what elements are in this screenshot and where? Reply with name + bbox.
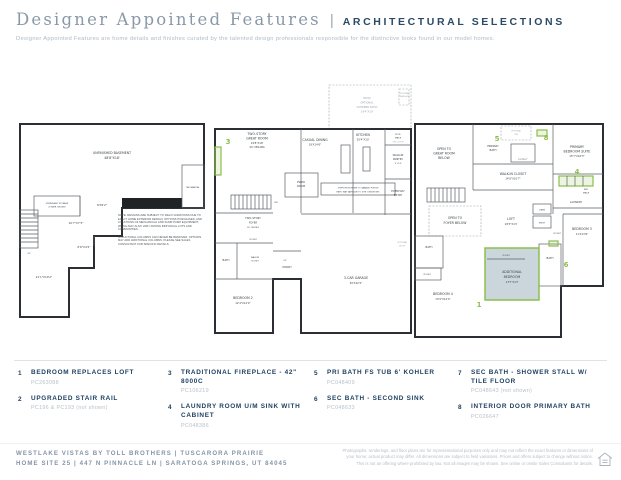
closet-label-left: CLOSET <box>423 274 431 276</box>
room-label-bath: BATH <box>222 259 230 262</box>
feature-code: PC263088 <box>31 379 59 386</box>
feature-number: 7 <box>458 370 462 377</box>
room-label-additional-bedroom-2: BEDROOM <box>503 275 521 279</box>
feature-title: SEC BATH - SHOWER STALL W/ TILE FLOOR <box>471 369 588 385</box>
room-label-pantry-2: PANTRY <box>393 158 403 161</box>
feature-title: TRADITIONAL FIREPLACE - 42" 8000C <box>181 369 297 385</box>
upper-floor-plan <box>413 118 609 340</box>
marker-1: 1 <box>476 301 482 309</box>
fireplace-highlight <box>215 147 221 175</box>
marker-4: 4 <box>574 168 580 176</box>
feature-number: 1 <box>18 370 22 377</box>
sec-bath-door-highlight <box>549 241 558 246</box>
optional-door-label-2: DOOR <box>398 245 406 248</box>
room-label-bedroom3: BEDROOM 3 <box>572 227 592 231</box>
feature-code: PC196 & PC193 (not shown) <box>31 405 108 412</box>
room-label-foyer: TWO-STORY <box>245 217 261 220</box>
opt-door-label: OPT. DOOR <box>392 141 404 144</box>
feature-number: 3 <box>168 370 172 377</box>
footer-disclaimer <box>311 448 593 467</box>
room-label-laundry: LAUNDRY <box>569 201 583 204</box>
feature-item-8 <box>458 403 604 420</box>
room-ceiling-foyer: 20' CEILING <box>247 227 259 229</box>
features-column-3 <box>314 369 460 411</box>
room-label-bath-left: BATH <box>425 246 433 249</box>
marker-3: 3 <box>225 138 231 146</box>
additional-bedroom-highlight <box>485 248 539 300</box>
marker-8: 8 <box>543 134 549 142</box>
feature-number: 8 <box>458 404 462 412</box>
room-dim-kitchen: 20'4"X10' <box>356 138 370 142</box>
feature-title: UPGRADED STAIR RAIL <box>31 394 119 402</box>
dim-label: 8'X9'2" <box>96 203 108 207</box>
feature-item-1 <box>18 369 164 386</box>
marker-6: 6 <box>563 261 569 269</box>
open-foyer-label: OPEN TO <box>447 216 463 220</box>
steps-note-2: PATIO MAY VARY DUE TO SITE CONDITIONS <box>336 191 380 194</box>
patio-label-2: OPTIONAL <box>360 101 374 105</box>
dim-label: 10'7"X7'3" <box>68 221 84 225</box>
room-dim-walk-in-closet: 14'8"X10'7" <box>505 177 521 181</box>
basement-notes <box>118 214 204 250</box>
main-floor-walls <box>213 83 413 338</box>
optional-fireplace-label: OPTIONAL <box>398 93 410 95</box>
room-label-sec-bath: BATH <box>546 257 554 260</box>
feature-number: 6 <box>314 395 318 403</box>
room-label-primary-suite: PRIMARY <box>570 145 584 149</box>
room-label-storage: UNFINISHED STORAGE <box>45 203 69 205</box>
feature-number: 2 <box>18 395 22 403</box>
feature-number: 5 <box>314 370 318 377</box>
foundation-wall <box>122 198 182 208</box>
room-label-garage: 3-CAR GARAGE <box>343 276 369 280</box>
feature-item-6 <box>314 395 460 412</box>
main-floor-plan <box>213 83 413 338</box>
room-dim-bedroom4: 13'9"X12'4" <box>435 298 451 301</box>
optional-tub-label-2: TUB <box>513 134 519 136</box>
patio-label-3: COVERED PATIO <box>356 106 378 109</box>
optional-tub-label: OPTIONAL <box>510 130 522 133</box>
disclaimer-line3: This is not an offering where prohibited by law. Not all images may be shown. See online or onsite Sales Consultants for details. <box>356 460 593 466</box>
features-column-4 <box>458 369 604 420</box>
footer-community-info <box>16 449 288 469</box>
stairs-up-label: UP <box>27 253 31 255</box>
room-ceiling-great-room: 20' CEILING <box>249 146 265 149</box>
footer-address-line2: HOME SITE 25 | 447 N PINNACLE LN | SARATOGA SPRINGS, UT 84045 <box>16 460 288 468</box>
feature-code: PC048643 (not shown) <box>471 388 533 395</box>
room-label-loft: LOFT <box>507 217 515 221</box>
title-separator: | <box>329 12 334 29</box>
room-dim-great-room: 19'8"X18' <box>250 142 264 145</box>
room-label-kitchen: KITCHEN <box>356 133 370 137</box>
wd-space-label: W/D <box>583 189 589 191</box>
room-label-basement: UNFINISHED BASEMENT <box>92 151 132 155</box>
room-dim-primary-suite: 15'7"X16'3" <box>569 155 585 158</box>
patio-dim: 19'4"X10' <box>360 110 374 114</box>
wd-space-label-2: SPACE <box>582 192 590 195</box>
page-subtitle-caps: ARCHITECTURAL SELECTIONS <box>342 16 565 28</box>
features-divider-line <box>14 360 607 361</box>
shower-dim: 5'3"X5'2" <box>518 159 528 161</box>
open-foyer-label-2: FOYER BELOW <box>443 221 467 225</box>
room-label-pwdr-2: ROOM <box>296 185 306 188</box>
marker-5: 5 <box>494 135 500 143</box>
room-label-wic-2: CLOSET <box>251 260 259 263</box>
footer-divider-line <box>0 443 621 444</box>
room-dim-additional-bedroom: 13'7"X13' <box>505 281 519 284</box>
porch-up-label: UP <box>283 260 287 262</box>
feature-number: 4 <box>168 404 172 412</box>
feature-item-3 <box>168 369 314 394</box>
closet-label-additional: CLOSET <box>502 255 510 257</box>
dim-label: 6'6"X4'2" <box>77 245 91 249</box>
feature-code: PC106219 <box>181 388 209 395</box>
room-dim-basement: 48'8"X18' <box>104 156 120 160</box>
laundry-cabinet-highlight <box>559 176 593 186</box>
features-column-1 <box>18 369 164 411</box>
room-label-mechanical: MECHANICAL <box>186 187 200 189</box>
feature-item-7 <box>458 369 604 394</box>
header <box>16 10 565 29</box>
room-dim-loft: 18'3"X13' <box>504 223 518 226</box>
feature-code: PC026647 <box>471 413 499 420</box>
room-label-stor-space-2: SPACE <box>394 137 402 140</box>
room-label-pwdr: PWDR <box>297 181 305 184</box>
room-label-bedroom4: BEDROOM 4 <box>433 292 453 296</box>
optional-door-label: OPTIONAL <box>396 242 408 244</box>
feature-title: INTERIOR DOOR PRIMARY BATH <box>471 403 591 411</box>
room-label-porch: PORCH <box>282 266 292 269</box>
room-label-storage-2: (LOWER CEILING) <box>48 206 66 209</box>
feature-title: SEC BATH - SECOND SINK <box>327 394 425 402</box>
disclaimer-line2: your home; actual product may differ. All dimensions are subject to field variations. Prices and offers subject to change without notice. <box>346 454 593 460</box>
room-label-stor-space: STOR. <box>394 134 402 136</box>
room-ceiling-pantry: 9' CLG <box>394 163 402 165</box>
basement-note-design: NOTE: DESIGNS ARE SUBJECT TO FIELD VARIATIONS DUE TO EXACT HOME EXTERIOR DESIGN, OPTIONS PURCHASED, AND LOCATIONS OF MECHANICAL AND SUMP PUMP EQUIPMENT, WHICH MAY ALSO VARY AMONG INDIVIDUAL LOTS AND COMMUNITIES. <box>118 214 202 231</box>
room-label-everyday-entry: EVERYDAY <box>391 190 405 193</box>
room-label-great-room: TWO-STORY <box>247 132 267 136</box>
feature-title: LAUNDRY ROOM U/M SINK WITH CABINET <box>181 403 301 419</box>
open-great-room-label: OPEN TO <box>436 147 452 151</box>
room-label-walk-in-closet: WALK-IN CLOSET <box>499 172 527 176</box>
stairs-dn-label: DN <box>274 202 278 204</box>
basement-floor-plan <box>14 118 210 318</box>
room-label-everyday-entry-2: ENTRY <box>393 194 403 197</box>
room-dim-casual-dining: 18'X14'6" <box>308 143 322 147</box>
feature-title: PRI BATH FS TUB 6' KOHLER <box>327 369 435 376</box>
patio-label: PATIO <box>363 97 371 100</box>
room-label-primary-suite-2: BEDROOM SUITE <box>563 149 591 154</box>
open-great-room-label-3: BELOW <box>438 156 450 160</box>
basement-note-columns: STRUCTURAL COLUMNS CAN NEVER BE REMOVED. OPTIONS MAY ADD ADDITIONAL COLUMNS. PLEASE SEE SALES CONSULTANT FOR SPECIFIC DETAILS. <box>118 235 202 246</box>
room-label-wic: WALK-IN <box>250 257 260 259</box>
room-dim-bedroom3: 11'X13'6" <box>575 233 589 236</box>
feature-code: PC048386 <box>181 422 209 429</box>
equal-housing-icon <box>597 452 613 467</box>
steps-note: STEPS FROM HOME TO GARAGE/ PORCH/ <box>337 187 379 190</box>
mech-label: MECH <box>539 222 545 225</box>
upper-floor-walls <box>413 118 609 340</box>
feature-title: BEDROOM REPLACES LOFT <box>31 369 135 376</box>
page-title: Designer Appointed Features <box>16 10 321 29</box>
room-label-bedroom2: BEDROOM 2 <box>233 296 253 300</box>
disclaimer-line1: Photographs, renderings, and floor plans are for representational purposes only and may not reflect the exact features or dimensions of <box>342 448 593 453</box>
feature-item-4 <box>168 403 314 428</box>
room-label-great-room-2: GREAT ROOM <box>246 136 268 141</box>
room-dim-garage: 30'X22'2" <box>349 282 363 285</box>
dim-label: 21'1"X10'2" <box>35 275 53 279</box>
room-label-primary-bath: PRIMARY <box>487 145 499 148</box>
room-label-primary-bath-2: BATH <box>489 149 497 152</box>
open-great-room-label-2: GREAT ROOM <box>433 151 455 156</box>
closet-label: CLOSET <box>553 233 561 235</box>
optional-fireplace-label-2: FIREPLACE <box>398 96 410 98</box>
closet-label: CLOSET <box>249 239 257 241</box>
room-label-casual-dining: CASUAL DINING <box>302 138 328 142</box>
intro-text: Designer Appointed Features are home details and finishes curated by the talented design professionals responsible for the distinctive looks found in our model homes. <box>16 36 495 42</box>
feature-item-5 <box>314 369 460 386</box>
feature-code: PC048409 <box>327 379 355 386</box>
room-label-additional-bedroom: ADDITIONAL <box>502 270 522 274</box>
linen-label: LINEN <box>539 209 545 212</box>
feature-item-2 <box>18 395 164 412</box>
footer-community-line1: WESTLAKE VISTAS BY TOLL BROTHERS | TUSCARORA PRAIRIE <box>16 450 265 457</box>
features-column-2 <box>168 369 314 429</box>
room-label-pantry: WALK-IN <box>392 154 404 157</box>
room-dim-bedroom2: 12'4"X12'4" <box>235 302 251 305</box>
room-label-foyer-2: FOYER <box>248 221 258 225</box>
feature-code: PC048633 <box>327 405 355 412</box>
